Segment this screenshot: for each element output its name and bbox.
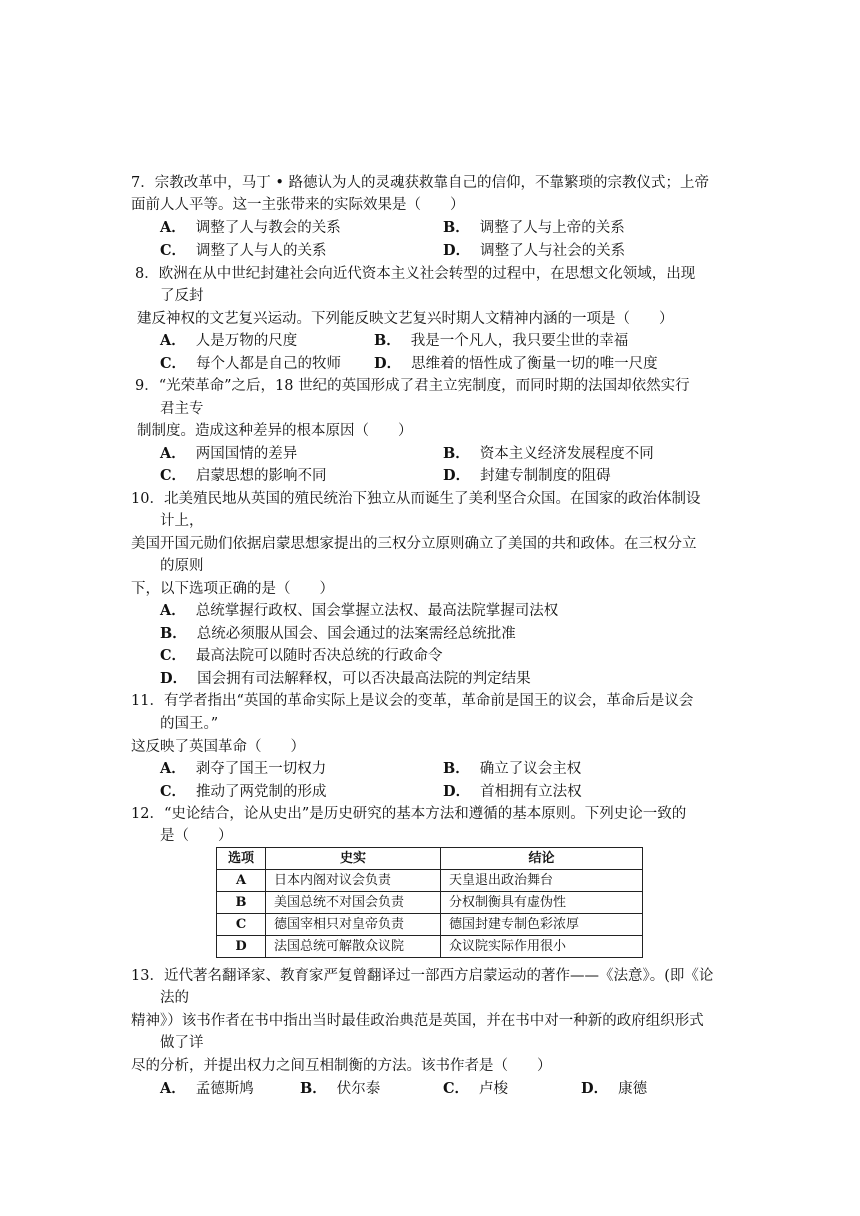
- option-label: D．: [443, 467, 471, 484]
- option-text: 每个人都是自己的牧师: [196, 356, 342, 372]
- option-label: A．: [160, 445, 186, 462]
- table-cell: A: [217, 870, 266, 892]
- q13-stem-line1: 13．近代著名翻译家、教育家严复曾翻译过一部西方启蒙运动的著作——《法意》。(即《论: [131, 968, 714, 984]
- option-text: 调整了人与社会的关系: [480, 243, 626, 259]
- table-row: [217, 870, 643, 892]
- option-label: C．: [160, 467, 187, 484]
- q11-option-a: [160, 759, 326, 779]
- option-text: 首相拥有立法权: [480, 784, 582, 800]
- option-label: A．: [160, 332, 186, 349]
- option-label: D．: [160, 670, 188, 687]
- option-label: A．: [160, 602, 186, 619]
- q9-stem-line2: 君主专: [160, 401, 204, 417]
- option-text: 思维着的悟性成了衡量一切的唯一尺度: [411, 356, 658, 372]
- option-text: 康德: [618, 1081, 648, 1097]
- q9-option-a: [160, 444, 297, 464]
- table-cell: 分权制衡具有虚伪性: [441, 892, 643, 914]
- q7-option-c: [160, 241, 327, 261]
- table-cell: 日本内阁对议会负责: [266, 870, 441, 892]
- q10-option-b: [160, 624, 516, 644]
- table-cell: 众议院实际作用很小: [441, 936, 643, 958]
- q9-stem-line1: 9．“光荣革命”之后，18 世纪的英国形成了君主立宪制度，而同时期的法国却依然实行: [135, 378, 690, 394]
- option-text: 两国国情的差异: [195, 446, 298, 462]
- q13-stem-line3: 精神》）该书作者在书中指出当时最佳政治典范是英国，并在书中对一种新的政府组织形式: [131, 1013, 704, 1029]
- table-header-cell: 史实: [266, 848, 441, 870]
- table-cell: 美国总统不对国会负责: [266, 892, 441, 914]
- option-text: 总统必须服从国会、国会通过的法案需经总统批准: [196, 626, 516, 642]
- table-row: [217, 892, 643, 914]
- q12-stem-line1: 12．“史论结合，论从史出”是历史研究的基本方法和遵循的基本原则。下列史论一致的: [131, 806, 687, 822]
- option-label: D．: [443, 783, 471, 800]
- table-header-cell: 结论: [441, 848, 643, 870]
- q13-stem-line2: 法的: [160, 990, 189, 1006]
- table-header-row: [217, 848, 643, 870]
- q8-stem-line1: 8．欧洲在从中世纪封建社会向近代资本主义社会转型的过程中，在思想文化领域，出现: [135, 266, 696, 282]
- q7-option-d: [443, 241, 625, 261]
- q10-stem-line4: 的原则: [160, 558, 204, 574]
- option-text: 我是一个凡人，我只要尘世的幸福: [410, 333, 629, 349]
- q11-stem-line2: 的国王。”: [160, 716, 219, 732]
- q11-stem-line3: 这反映了英国革命（ ）: [131, 739, 305, 755]
- option-text: 资本主义经济发展程度不同: [479, 446, 654, 462]
- option-label: C．: [160, 783, 187, 800]
- option-label: B．: [300, 1080, 327, 1097]
- table-cell: B: [217, 892, 266, 914]
- q7-stem-line1: 7．宗教改革中，马丁 • 路德认为人的灵魂获救靠自己的信仰，不靠繁琐的宗教仪式；上帝: [131, 175, 709, 191]
- q13-stem-line5: 尽的分析，并提出权力之间互相制衡的方法。该书作者是（ ）: [131, 1058, 552, 1074]
- q13-stem-line4: 做了详: [160, 1035, 204, 1051]
- option-label: B．: [160, 625, 187, 642]
- q10-option-a: [160, 601, 558, 621]
- q13-option-c: [443, 1079, 508, 1099]
- q9-option-b: [443, 444, 654, 464]
- q8-option-c: [160, 354, 341, 374]
- q8-option-b: [374, 331, 628, 351]
- option-text: 人是万物的尺度: [195, 333, 298, 349]
- q11-option-d: [443, 782, 582, 802]
- q11-option-b: [443, 759, 581, 779]
- option-label: D．: [374, 355, 402, 372]
- option-text: 调整了人与人的关系: [196, 243, 327, 259]
- q10-stem-line5: 下，以下选项正确的是（ ）: [131, 581, 334, 597]
- option-text: 伏尔泰: [336, 1081, 381, 1097]
- history-conclusion-table: [216, 847, 643, 958]
- q11-stem-line1: 11．有学者指出“英国的革命实际上是议会的变革，革命前是国王的议会，革命后是议会: [131, 693, 694, 709]
- option-text: 调整了人与教会的关系: [195, 220, 341, 236]
- option-label: D．: [443, 242, 471, 259]
- option-text: 总统掌握行政权、国会掌握立法权、最高法院掌握司法权: [195, 603, 559, 619]
- option-label: B．: [443, 219, 470, 236]
- q13-option-d: [581, 1079, 647, 1099]
- table-row: [217, 914, 643, 936]
- q8-stem-line2: 了反封: [160, 288, 204, 304]
- q11-option-c: [160, 782, 327, 802]
- q7-stem-line2: 面前人人平等。这一主张带来的实际效果是（ ）: [131, 197, 465, 213]
- option-label: A．: [160, 1080, 186, 1097]
- table-cell: 德国封建专制色彩浓厚: [441, 914, 643, 936]
- q13-option-a: [160, 1079, 254, 1099]
- q10-stem-line3: 美国开国元勋们依据启蒙思想家提出的三权分立原则确立了美国的共和政体。在三权分立: [131, 536, 697, 552]
- table-row: [217, 936, 643, 958]
- table-cell: C: [217, 914, 266, 936]
- q8-option-a: [160, 331, 297, 351]
- table-cell: 法国总统可解散众议院: [266, 936, 441, 958]
- option-text: 启蒙思想的影响不同: [196, 468, 327, 484]
- option-text: 卢梭: [479, 1081, 509, 1097]
- table-header-cell: 选项: [217, 848, 266, 870]
- option-text: 确立了议会主权: [479, 761, 582, 777]
- q10-option-d: [160, 669, 531, 689]
- option-label: C．: [160, 647, 187, 664]
- option-text: 孟德斯鸠: [195, 1081, 254, 1097]
- option-label: D．: [581, 1080, 609, 1097]
- option-label: B．: [374, 332, 401, 349]
- option-text: 封建专制制度的阻碍: [480, 468, 611, 484]
- option-label: B．: [443, 445, 470, 462]
- table-cell: 德国宰相只对皇帝负责: [266, 914, 441, 936]
- option-text: 剥夺了国王一切权力: [195, 761, 327, 777]
- option-text: 最高法院可以随时否决总统的行政命令: [196, 648, 443, 664]
- q9-option-d: [443, 466, 611, 486]
- table-cell: 天皇退出政治舞台: [441, 870, 643, 892]
- q7-option-b: [443, 218, 625, 238]
- option-label: B．: [443, 760, 470, 777]
- q7-option-a: [160, 218, 341, 238]
- q8-stem-line3: 建反神权的文艺复兴运动。下列能反映文艺复兴时期人文精神内涵的一项是（ ）: [137, 311, 674, 327]
- q10-stem-line2: 计上，: [160, 513, 204, 529]
- option-text: 调整了人与上帝的关系: [479, 220, 625, 236]
- q9-option-c: [160, 466, 327, 486]
- option-text: 推动了两党制的形成: [196, 784, 327, 800]
- option-text: 国会拥有司法解释权，可以否决最高法院的判定结果: [197, 671, 531, 687]
- option-label: C．: [160, 242, 187, 259]
- q10-option-c: [160, 646, 443, 666]
- option-label: A．: [160, 760, 186, 777]
- option-label: A．: [160, 219, 186, 236]
- option-label: C．: [160, 355, 187, 372]
- q10-stem-line1: 10．北美殖民地从英国的殖民统治下独立从而诞生了美利坚合众国。在国家的政治体制设: [131, 491, 701, 507]
- q13-option-b: [300, 1079, 380, 1099]
- table-cell: D: [217, 936, 266, 958]
- q12-stem-line2: 是（ ）: [160, 828, 233, 844]
- q9-stem-line3: 制制度。造成这种差异的根本原因（ ）: [137, 423, 413, 439]
- option-label: C．: [443, 1080, 470, 1097]
- q8-option-d: [374, 354, 658, 374]
